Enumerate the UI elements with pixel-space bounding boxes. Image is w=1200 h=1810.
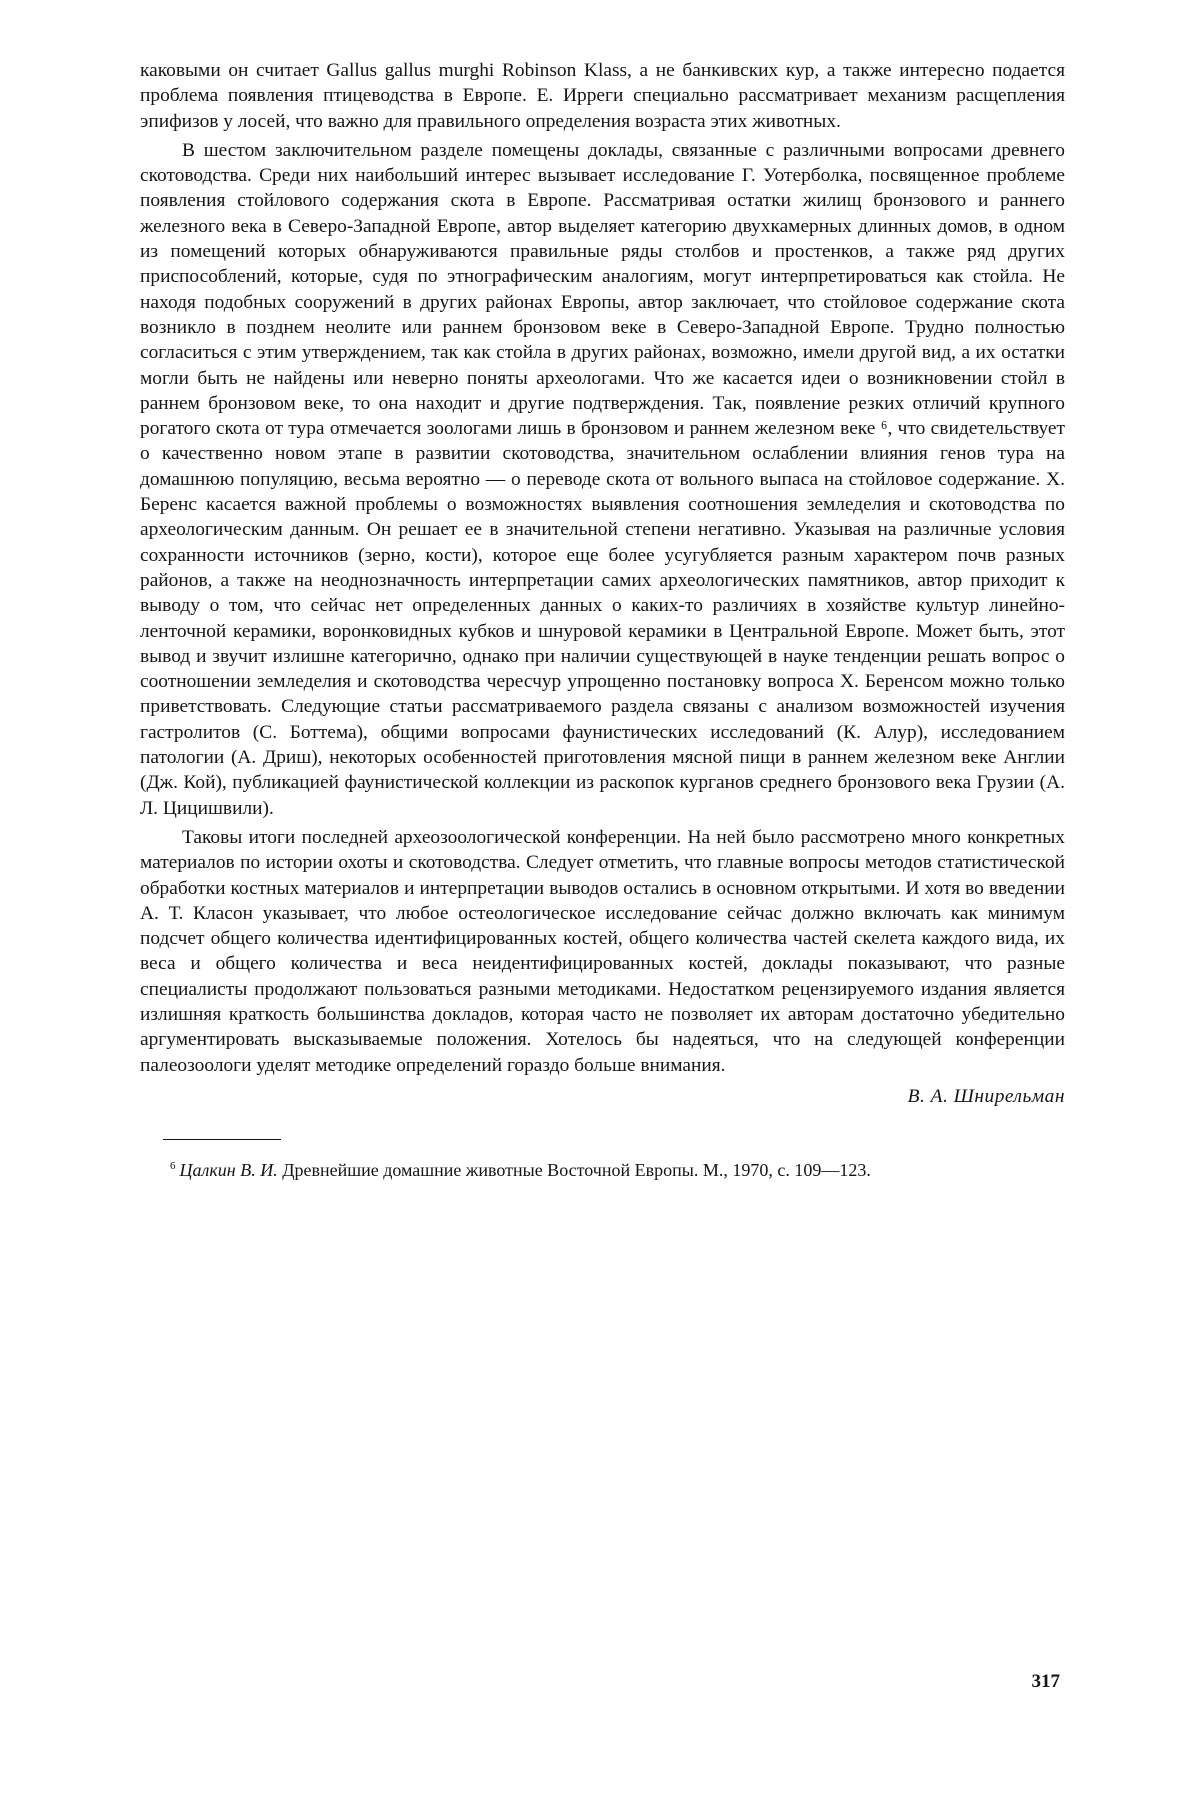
page-body <box>140 58 1065 1182</box>
page-number: 317 <box>1031 1671 1060 1692</box>
footnote-mark: 6 <box>170 1159 176 1172</box>
footnote <box>140 1154 1065 1182</box>
footnote-author: Цалкин В. И. <box>179 1159 278 1180</box>
author-signature: В. А. Шнирельман <box>907 1085 1065 1107</box>
footnote-text: Древнейшие домашние животные Восточной Европы. М., 1970, с. 109—123. <box>282 1159 871 1180</box>
paragraph-continuation: каковыми он считает Gallus gallus murghi Robinson Klass, а не банкивских кур, а также интересно подается проблема появления птицеводства в Европе. Е. Ирреги специально рассматривает механизм расщепления эпифизов у лосей, что важно для правильного определения возраста этих животных. <box>140 60 1065 132</box>
paragraph-conclusion: Таковы итоги последней археозоологической конференции. На ней было рассмотрено много конкретных материалов по истории охоты и скотоводства. Следует отметить, что главные вопросы методов статистической обработки костных материалов и интерпретации выводов остались в основном открытыми. И хотя во введении А. Т. Класон указывает, что любое остеологическое исследование сейчас должно включать как минимум подсчет общего количества идентифицированных костей, общего количества частей скелета каждого вида, их веса и общего количества и веса неидентифицированных костей, доклады показывают, что разные специалисты продолжают пользоваться разными методиками. Недостатком рецензируемого издания является излишняя краткость большинства докладов, которая часто не позволяет их авторам достаточно убедительно аргументировать высказываемые положения. Хотелось бы надеяться, что на следующей конференции палеозоологи уделят методике определений гораздо больше внимания. <box>140 826 1065 1076</box>
paragraph-section-six: В шестом заключительном разделе помещены доклады, связанные с различными вопросами древнего скотоводства. Среди них наибольший интерес вызывает исследование Г. Уотерболка, посвященное проблеме появления стойлового содержания скота в Европе. Рассматривая остатки жилищ бронзового и раннего железного века в Северо-Западной Европе, автор выделяет категорию двухкамерных длинных домов, в одном из помещений которых обнаруживаются правильные ряды столбов и простенков, а также ряд других приспособлений, которые, судя по этнографическим аналогиям, могут интерпретироваться как стойла. Не находя подобных сооружений в других районах Европы, автор заключает, что стойловое содержание скота возникло в позднем неолите или раннем бронзовом веке в Северо-Западной Европе. Трудно полностью согласиться с этим утверждением, так как стойла в других районах, возможно, имели другой вид, а их остатки могли быть не найдены или неверно поняты археологами. Что же касается идеи о возникновении стойл в раннем бронзовом веке, то она находит и другие подтверждения. Так, появление резких отличий крупного рогатого скота от тура отмечается зоологами лишь в бронзовом и раннем железном веке ⁶, что свидетельствует о качественно новом этапе в развитии скотоводства, значительном ослаблении влияния генов тура на домашнюю популяцию, весьма вероятно — о переводе скота от вольного выпаса на стойловое содержание. Х. Беренс касается важной проблемы о возможностях выявления соотношения земледелия и скотоводства по археологическим данным. Он решает ее в значительной степени негативно. Указывая на различные условия сохранности источников (зерно, кости), которое еще более усугубляется разным характером почв разных районов, а также на неоднозначность интерпретации самих археологических памятников, автор приходит к выводу о том, что сейчас нет определенных данных о каких-то различиях в хозяйстве культур линейно-ленточной керамики, воронковидных кубков и шнуровой керамики в Центральной Европе. Может быть, этот вывод и звучит излишне категорично, однако при наличии существующей в науке тенденции решать вопрос о соотношении земледелия и скотоводства чересчур упрощенно постановку вопроса Х. Беренсом можно только приветствовать. Следующие статьи рассматриваемого раздела связаны с анализом возможностей изучения гастролитов (С. Боттема), общими вопросами фаунистических исследований (К. Алур), исследованием патологии (А. Дриш), некоторых особенностей приготовления мясной пищи в раннем железном веке Англии (Дж. Кой), публикацией фаунистической коллекции из раскопок курганов среднего бронзового века Грузии (А. Л. Цицишвили). <box>140 139 1065 819</box>
footnote-divider <box>163 1139 281 1140</box>
